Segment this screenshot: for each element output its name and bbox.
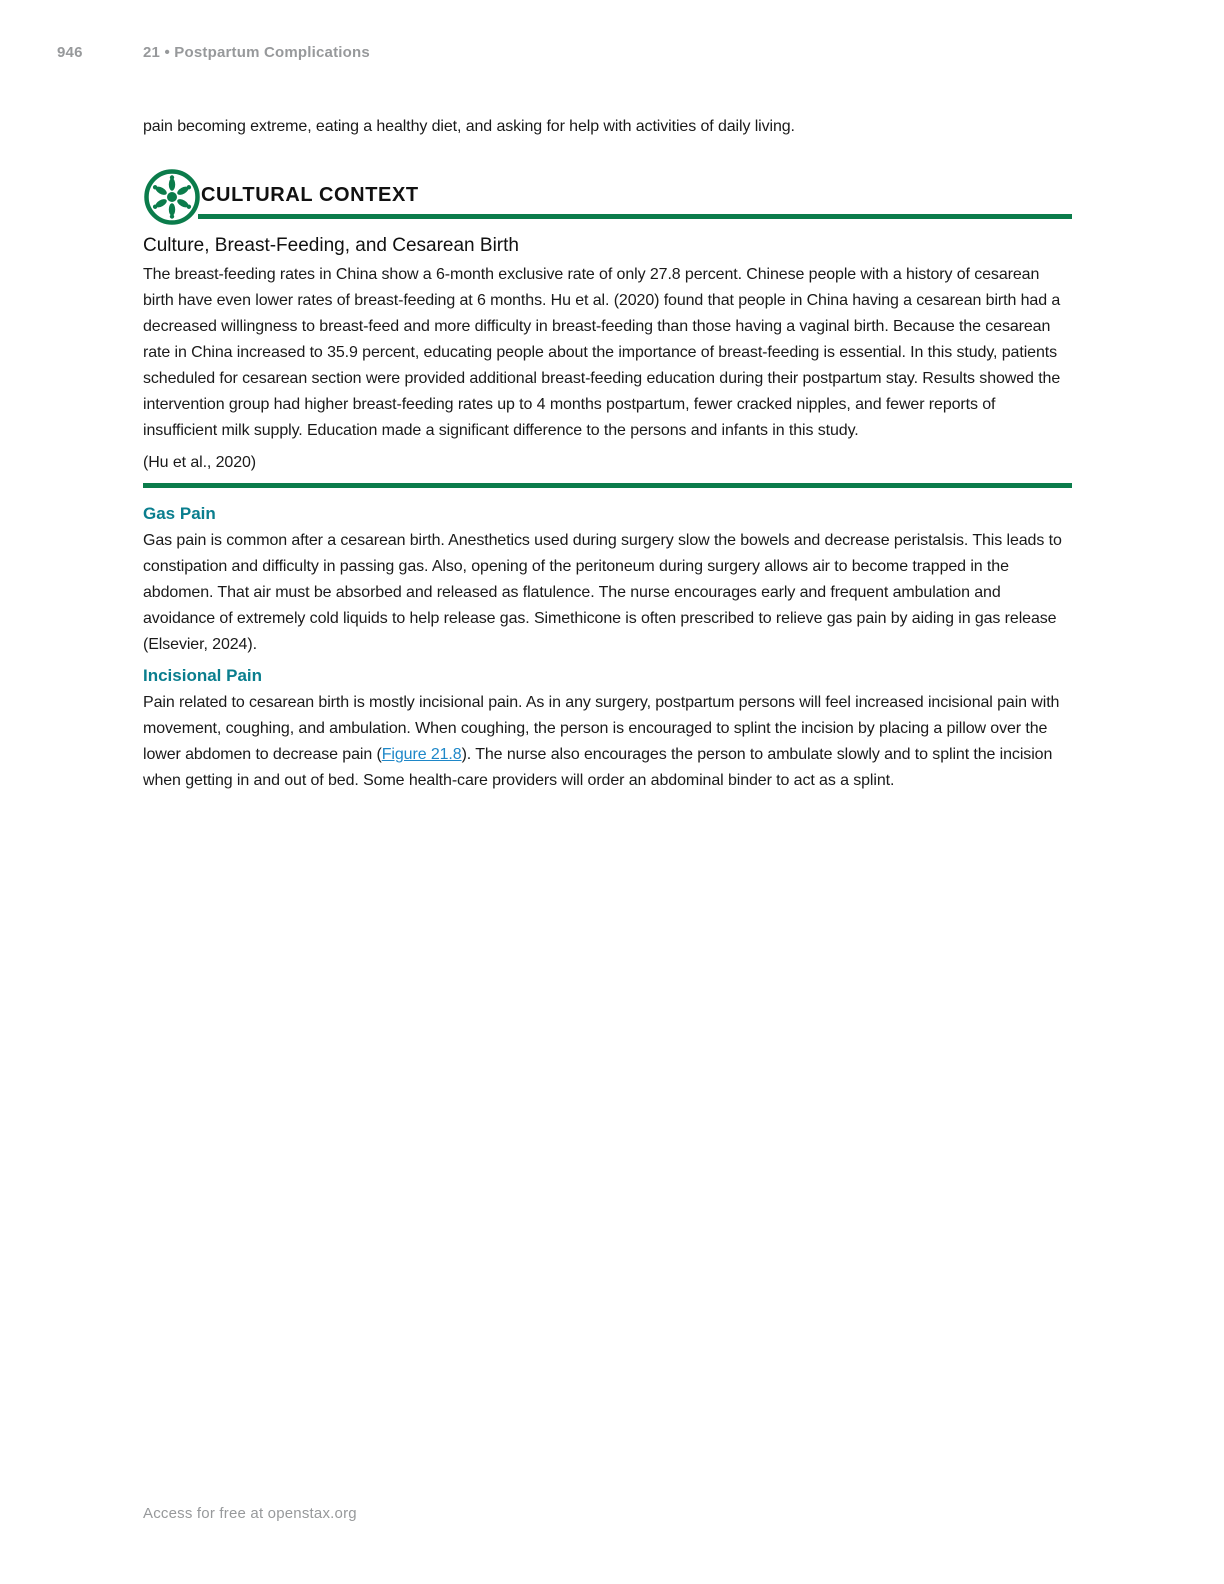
feature-citation: (Hu et al., 2020) [143, 454, 257, 471]
intro-paragraph: pain becoming extreme, eating a healthy diet, and asking for help with activities of daily living. [143, 118, 795, 135]
feature-title: Culture, Breast-Feeding, and Cesarean Birth [143, 235, 519, 256]
figure-21-8-link[interactable]: Figure 21.8 [381, 746, 462, 763]
cultural-context-rule [198, 214, 1072, 219]
section-divider-rule [143, 483, 1072, 488]
page-footer: Access for free at openstax.org [143, 1505, 357, 1522]
incisional-pain-section [143, 665, 1072, 794]
incisional-pain-heading: Incisional Pain [143, 666, 263, 685]
page-header [0, 44, 1224, 64]
cultural-context-header [143, 168, 1072, 226]
gas-pain-section [143, 503, 1072, 658]
gas-pain-heading: Gas Pain [143, 504, 216, 523]
cultural-context-label: CULTURAL CONTEXT [201, 184, 419, 206]
incisional-pain-body [143, 690, 1072, 794]
incisional-pain-text-before: Pain related to cesarean birth is mostly incisional pain. As in any surgery, postpartum persons will feel increased incisional pain with movement, coughing, and ambulation. When coughing, the person is encouraged to splint the incision by placing a pillow over the lower abdomen to decrease pain ( [143, 694, 1060, 763]
feature-body: The breast-feeding rates in China show a 6-month exclusive rate of only 27.8 percent. Chinese people with a history of cesarean birth have even lower rates of breast-feeding at 6 months. Hu et al. (2020) found that people in China having a cesarean birth had a decreased willingness to breast-feed and more difficulty in breast-feeding than those having a vaginal birth. Because the cesarean rate in China increased to 35.9 percent, educating people about the importance of breast-feeding is essential. In this study, patients scheduled for cesarean section were provided additional breast-feeding education during their postpartum stay. Results showed the intervention group had higher breast-feeding rates up to 4 months postpartum, fewer cracked nipples, and fewer reports of insufficient milk supply. Education made a significant difference to the persons and infants in this study. [143, 266, 1061, 439]
cultural-context-box [143, 168, 1072, 488]
incisional-pain-text-after: ). The nurse also encourages the person to ambulate slowly and to splint the incision when getting in and out of bed. Some health-care providers will order an abdominal binder to act as a splint. [143, 746, 1053, 789]
main-content [143, 114, 1072, 794]
global-community-icon [143, 168, 201, 226]
page-number: 946 [57, 44, 83, 61]
running-head: 21 • Postpartum Complications [143, 44, 370, 61]
gas-pain-body: Gas pain is common after a cesarean birth. Anesthetics used during surgery slow the bowels and decrease peristalsis. This leads to constipation and difficulty in passing gas. Also, opening of the peritoneum during surgery allows air to become trapped in the abdomen. That air must be absorbed and released as flatulence. The nurse encourages early and frequent ambulation and avoidance of extremely cold liquids to help release gas. Simethicone is often prescribed to relieve gas pain by aiding in gas release (Elsevier, 2024). [143, 532, 1062, 653]
